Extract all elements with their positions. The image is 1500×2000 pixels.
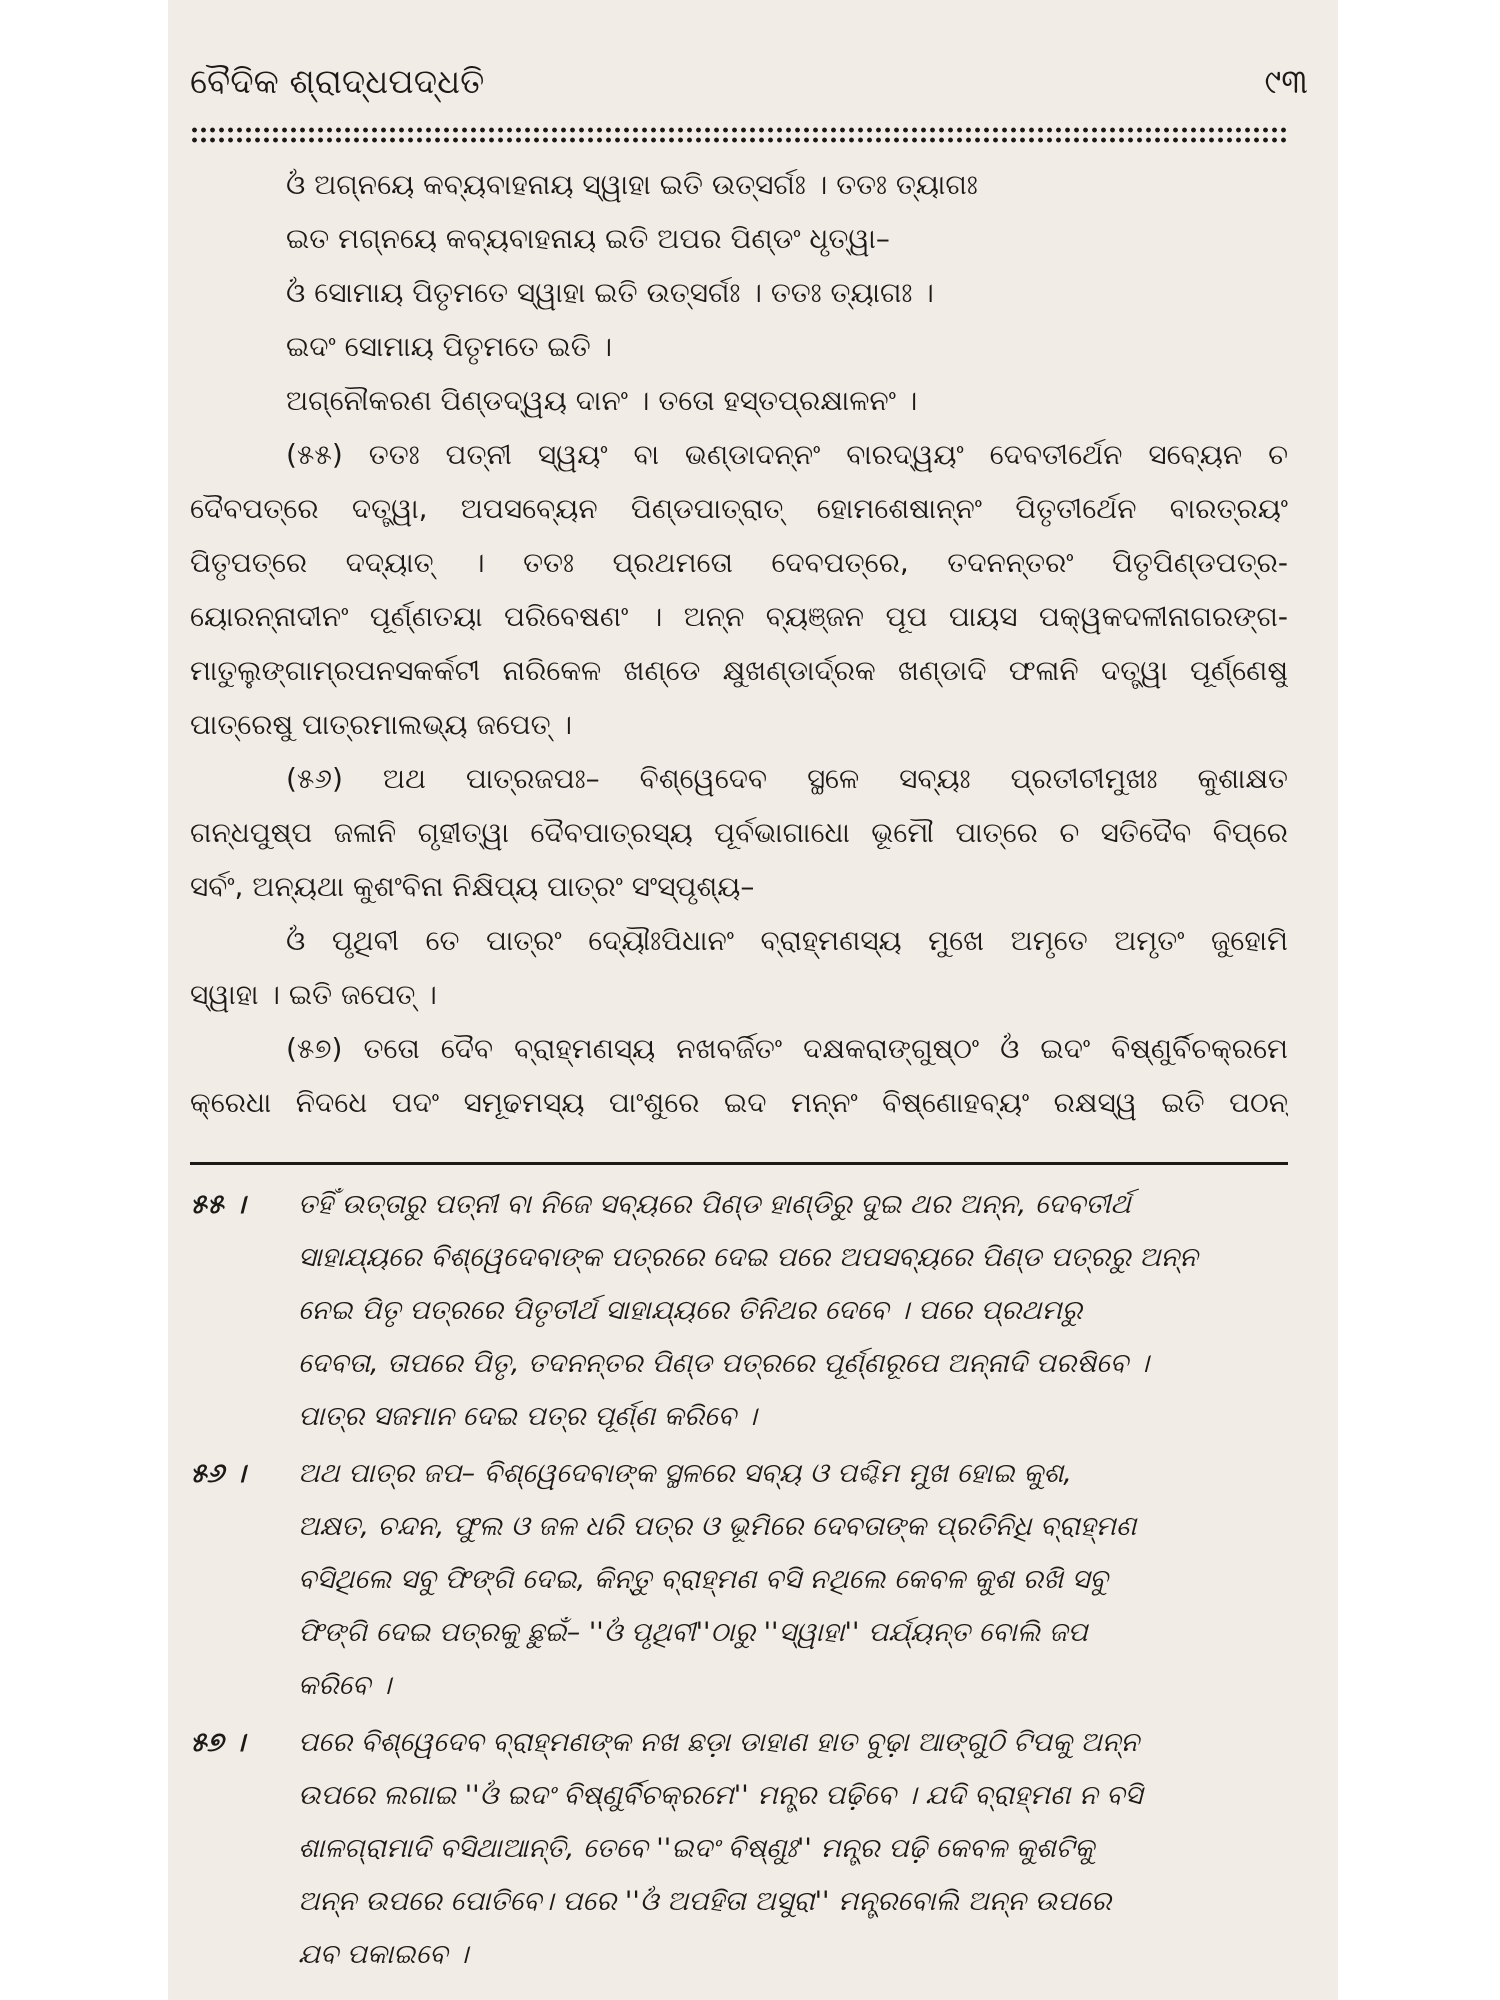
footnote-line: ଅଥ ପାତ୍ର ଜପ– ବିଶ୍ୱେଦେବାଙ୍କ ସ୍ଥଳରେ ସବ୍ୟ ଓ ପଶ୍ଚିମ ମୁଖ ହୋଇ କୁଶ, (298, 1458, 1072, 1489)
running-title: ବୈଦିକ ଶ୍ରାଦ୍ଧପଦ୍ଧତି (190, 62, 485, 102)
footnote-line: ଯବ ପକାଇବେ । (298, 1939, 469, 1970)
text-line: ଓଁ ସୋମାୟ ପିତୃମତେ ସ୍ୱାହା ଇତି ଉତ୍ସର୍ଗଃ । ତତଃ ତ୍ୟାଗଃ । (286, 276, 934, 309)
footnote-line: ଅନ୍ନ ଉପରେ ପୋତିବେ। ପରେ ''ଓଁ ଅପହିତା ଅସୁରା'' ମନ୍ତ୍ରବୋଲି ଅନ୍ନ ଉପରେ (298, 1886, 1112, 1917)
footnote-line: ଅକ୍ଷତ, ଚନ୍ଦନ, ଫୁଲ ଓ ଜଳ ଧରି ପତ୍ର ଓ ଭୂମିରେ ଦେବତାଙ୍କ ପ୍ରତିନିଧି ବ୍ରାହ୍ମଣ (298, 1511, 1137, 1542)
text-line: (୫୭) ତତୋ ଦୈବ ବ୍ରାହ୍ମଣସ୍ୟ ନଖବର୍ଜିତଂ ଦକ୍ଷକରାଙ୍ଗୁଷ୍ଠଂ ଓଁ ଇଦଂ ବିଷ୍ଣୁର୍ବିଚକ୍ରମେ (286, 1032, 1288, 1065)
running-header (190, 56, 1308, 116)
text-line: ଇତ ମଗ୍ନୟେ କବ୍ୟବାହନାୟ ଇତି ଅପର ପିଣ୍ଡଂ ଧୃତ୍ୱା– (286, 222, 890, 255)
book-page (168, 0, 1338, 2000)
text-line: ଓଁ ପୃଥିବୀ ତେ ପାତ୍ରଂ ଦ୍ୟୌଃପିଧାନଂ ବ୍ରାହ୍ମଣସ୍ୟ ମୁଖେ ଅମୃତେ ଅମୃତଂ ଜୁହୋମି (286, 924, 1288, 957)
text-line: ଅଗ୍ନୌକରଣ ପିଣ୍ଡଦ୍ୱୟ ଦାନଂ । ତତୋ ହସ୍ତପ୍ରକ୍ଷାଳନଂ । (286, 384, 918, 417)
text-line: ସର୍ବଂ, ଅନ୍ୟଥା କୁଶଂବିନା ନିକ୍ଷିପ୍ୟ ପାତ୍ରଂ ସଂସ୍ପୃଶ୍ୟ– (190, 870, 755, 903)
footnote (190, 1447, 1288, 1712)
dotted-rule (190, 136, 1288, 144)
footnotes (190, 1178, 1288, 1985)
dotted-rule (190, 126, 1288, 134)
footnote-number: ୫୫ । (190, 1189, 246, 1220)
footnote-line: କରିବେ । (298, 1670, 392, 1701)
text-line: ମାତୁଲୁଙ୍ଗାମ୍ରପନସକର୍କଟୀ ନାରିକେଳ ଖଣ୍ଡେ କ୍ଷୁଖଣ୍ଡାର୍ଦ୍ରକ ଖଣ୍ଡାଦି ଫଳାନି ଦତ୍ତ୍ୱା ପୂର୍ଣ୍ଣେଷୁ (190, 654, 1288, 687)
text-line: କ୍ରେଧା ନିଦଧେ ପଦଂ ସମୂଢମସ୍ୟ ପାଂଶୁରେ ଇଦ ମନ୍ନଂ ବିଷ୍ଣୋହବ୍ୟଂ ରକ୍ଷସ୍ୱ ଇତି ପଠନ୍ (190, 1086, 1288, 1119)
footnote-number: ୫୬ । (190, 1458, 246, 1489)
footnote-number: ୫୭ । (190, 1727, 245, 1758)
text-line: ପିତୃପତ୍ରେ ଦଦ୍ୟାତ୍ । ତତଃ ପ୍ରଥମତୋ ଦେବପତ୍ରେ, ତଦନନ୍ତରଂ ପିତୃପିଣ୍ଡପତ୍ର- (190, 546, 1288, 579)
footnote (190, 1178, 1288, 1443)
main-text (190, 158, 1288, 1130)
footnote-line: ତହିଁ ଉତ୍ତାରୁ ପତ୍ନୀ ବା ନିଜେ ସବ୍ୟରେ ପିଣ୍ଡ ହାଣ୍ଡିରୁ ଦୁଇ ଥର ଅନ୍ନ, ଦେବତୀର୍ଥ (298, 1189, 1131, 1220)
footnote-line: ଫିଙ୍ଗି ଦେଇ ପତ୍ରକୁ ଛୁଇଁ– ''ଓଁ ପୃଥିବୀ''ଠାରୁ ''ସ୍ୱାହା'' ପର୍ଯ୍ୟନ୍ତ ବୋଲି ଜପ (298, 1617, 1088, 1648)
footnote-line: ପାତ୍ର ସଜମାନ ଦେଇ ପତ୍ର ପୂର୍ଣ୍ଣ କରିବେ । (298, 1401, 757, 1432)
text-line: ୟୋରନ୍ନାଦୀନଂ ପୂର୍ଣ୍ଣତୟା ପରିବେଷଣଂ । ଅନ୍ନ ବ୍ୟଞ୍ଜନ ପୂପ ପାୟସ ପକ୍ୱକଦଳୀନାଗରଙ୍ଗ- (190, 600, 1288, 633)
footnote-line: ପରେ ବିଶ୍ୱେଦେବ ବ୍ରାହ୍ମଣଙ୍କ ନଖ ଛଡ଼ା ଡାହାଣ ହାତ ବୁଢ଼ା ଆଙ୍ଗୁଠି ଟିପକୁ ଅନ୍ନ (298, 1727, 1140, 1758)
text-line: ସ୍ୱାହା । ଇତି ଜପେତ୍ । (190, 978, 437, 1011)
text-line: ଓଁ ଅଗ୍ନୟେ କବ୍ୟବାହନାୟ ସ୍ୱାହା ଇତି ଉତ୍ସର୍ଗଃ । ତତଃ ତ୍ୟାଗଃ (286, 168, 978, 201)
text-line: (୫୫) ତତଃ ପତ୍ନୀ ସ୍ୱୟଂ ବା ଭଣ୍ଡାଦନ୍ନଂ ବାରଦ୍ୱୟଂ ଦେବତୀର୍ଥେନ ସବ୍ୟେନ ଚ (286, 438, 1288, 471)
text-line: ପାତ୍ରେଷୁ ପାତ୍ରମାଲଭ୍ୟ ଜପେତ୍ । (190, 708, 573, 741)
footnote-line: ଉପରେ ଲଗାଇ ''ଓଁ ଇଦଂ ବିଷ୍ଣୁର୍ବିଚକ୍ରମେ'' ମନ୍ତ୍ର ପଢ଼ିବେ । ଯଦି ବ୍ରାହ୍ମଣ ନ ବସି (298, 1780, 1143, 1811)
text-line: ଗନ୍ଧପୁଷ୍ପ ଜଳାନି ଗୃହୀତ୍ୱା ଦୈବପାତ୍ରସ୍ୟ ପୂର୍ବଭାଗାଧୋ ଭୂମୌ ପାତ୍ରେ ଚ ସତିଦୈବ ବିପ୍ରେ (190, 816, 1288, 849)
footnote-line: ଦେବତା, ତାପରେ ପିତୃ, ତଦନନ୍ତର ପିଣ୍ଡ ପତ୍ରରେ ପୂର୍ଣ୍ଣରୂପେ ଅନ୍ନାଦି ପରଷିବେ । (298, 1348, 1149, 1379)
footnote (190, 1716, 1288, 1981)
text-line: ଦୈବପତ୍ରେ ଦତ୍ତ୍ୱା, ଅପସବ୍ୟେନ ପିଣ୍ଡପାତ୍ରାତ୍ ହୋମଶେଷାନ୍ନଂ ପିତୃତୀର୍ଥେନ ବାରତ୍ରୟଂ (190, 492, 1288, 525)
footnote-line: ବସିଥିଲେ ସବୁ ଫିଙ୍ଗି ଦେଇ, କିନ୍ତୁ ବ୍ରାହ୍ମଣ ବସି ନଥିଲେ କେବଳ କୁଶ ରଖି ସବୁ (298, 1564, 1108, 1595)
page-number: ୯୩ (1264, 62, 1308, 102)
footnote-line: ଶାଳଗ୍ରାମାଦି ବସିଥାଆନ୍ତି, ତେବେ ''ଇଦଂ ବିଷ୍ଣୁଃ'' ମନ୍ତ୍ର ପଢ଼ି କେବଳ କୁଶଟିକୁ (298, 1833, 1095, 1864)
footnote-line: ସାହାଯ୍ୟରେ ବିଶ୍ୱେଦେବାଙ୍କ ପତ୍ରରେ ଦେଇ ପରେ ଅପସବ୍ୟରେ ପିଣ୍ଡ ପତ୍ରରୁ ଅନ୍ନ (298, 1242, 1198, 1273)
text-line: (୫୬) ଅଥ ପାତ୍ରଜପଃ– ବିଶ୍ୱେଦେବ ସ୍ଥଳେ ସବ୍ୟଃ ପ୍ରତୀଚୀମୁଖଃ କୁଶାକ୍ଷତ (286, 762, 1288, 795)
text-line: ଇଦଂ ସୋମାୟ ପିତୃମତେ ଇତି । (286, 330, 613, 363)
footnote-divider (190, 1162, 1288, 1165)
footnote-line: ନେଇ ପିତୃ ପତ୍ରରେ ପିତୃତୀର୍ଥ ସାହାଯ୍ୟରେ ତିନିଥର ଦେବେ । ପରେ ପ୍ରଥମରୁ (298, 1295, 1083, 1326)
